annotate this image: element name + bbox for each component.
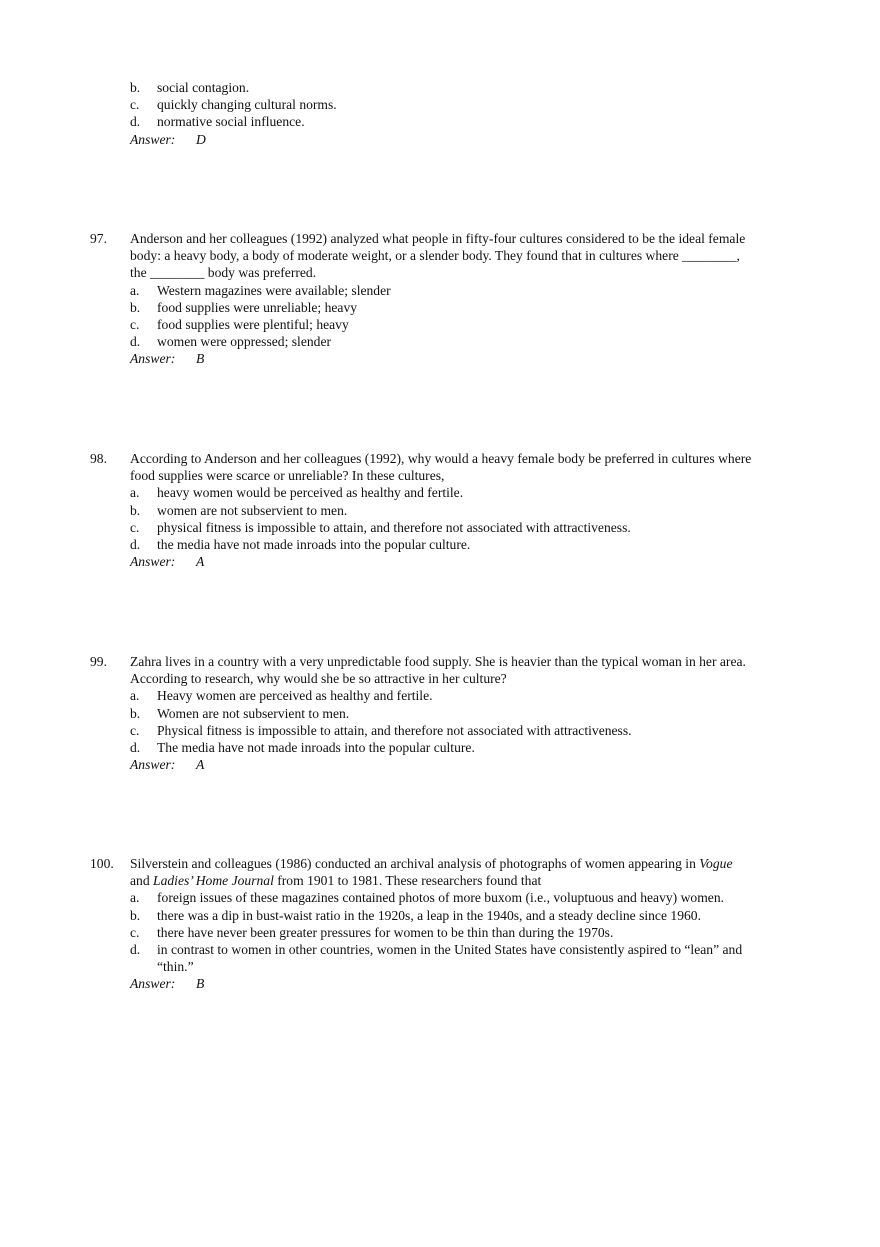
answer-label: Answer: [130, 757, 176, 773]
option-text: food supplies were plentiful; heavy [157, 317, 349, 333]
option-b [90, 79, 800, 96]
question-stem [90, 653, 800, 687]
option-b [90, 502, 800, 519]
option-b [90, 705, 800, 722]
stem-line: Anderson and her colleagues (1992) analyzed what people in fifty-four cultures considered to be the ideal female [130, 231, 746, 246]
stem-text: and [130, 873, 154, 889]
option-text: the media have not made inroads into the popular culture. [157, 537, 471, 553]
option-c [90, 924, 800, 941]
option-text: there was a dip in bust-waist ratio in the 1920s, a leap in the 1940s, and a steady decline since 1960. [157, 907, 701, 923]
answer-line [90, 350, 800, 367]
option-text: quickly changing cultural norms. [157, 97, 337, 113]
option-d [90, 113, 800, 130]
option-text: women were oppressed; slender [157, 334, 332, 350]
option-letter: d. [130, 114, 141, 130]
option-letter: b. [130, 705, 141, 721]
option-text: The media have not made inroads into the popular culture. [157, 740, 475, 756]
answer-value: D [196, 131, 206, 147]
option-text: foreign issues of these magazines contained photos of more buxom (i.e., voluptuous and heavy) women. [157, 890, 725, 906]
option-letter: d. [130, 942, 141, 958]
option-letter: c. [130, 722, 140, 738]
option-d [90, 941, 800, 975]
option-a [90, 282, 800, 299]
stem-line: the ________ body was preferred. [130, 265, 317, 281]
answer-line [90, 553, 800, 570]
option-d [90, 739, 800, 756]
option-b [90, 299, 800, 316]
option-letter: a. [130, 485, 140, 501]
answer-value: A [196, 757, 205, 773]
option-c [90, 316, 800, 333]
option-d [90, 536, 800, 553]
answer-label: Answer: [130, 351, 176, 367]
answer-value: B [196, 351, 205, 367]
option-letter: b. [130, 80, 141, 95]
answer-label: Answer: [130, 554, 176, 570]
question-number: 100. [90, 856, 114, 871]
option-a [90, 484, 800, 501]
option-text: there have never been greater pressures for women to be thin than during the 1970s. [157, 924, 614, 940]
question-stem [90, 855, 800, 889]
option-text: social contagion. [157, 80, 250, 95]
option-text: heavy women would be perceived as healthy and fertile. [157, 485, 464, 501]
option-letter: b. [130, 299, 141, 315]
option-text: Western magazines were available; slender [157, 282, 391, 298]
option-text: women are not subservient to men. [157, 502, 348, 518]
option-letter: a. [130, 890, 140, 906]
stem-line: According to research, why would she be so attractive in her culture? [130, 671, 507, 687]
question-number: 97. [90, 231, 107, 246]
question-stem [90, 450, 800, 484]
option-letter: d. [130, 740, 141, 756]
option-letter: d. [130, 537, 141, 553]
option-text: in contrast to women in other countries, women in the United States have consistently aspired to “lean” and [157, 942, 743, 958]
option-a [90, 889, 800, 906]
question-99 [90, 653, 800, 773]
magazine-title: Ladies’ Home Journal [153, 873, 274, 889]
answer-value: B [196, 976, 205, 992]
option-text: food supplies were unreliable; heavy [157, 299, 358, 315]
question-number: 99. [90, 654, 107, 669]
option-letter: a. [130, 282, 140, 298]
question-100 [90, 855, 800, 993]
stem-line: body: a heavy body, a body of moderate weight, or a slender body. They found that in cultures where ________, [130, 248, 740, 264]
option-letter: a. [130, 688, 140, 704]
stem-line: According to Anderson and her colleagues (1992), why would a heavy female body be preferred in cultures where [130, 451, 752, 466]
option-text: Physical fitness is impossible to attain, and therefore not associated with attractiveness. [157, 722, 632, 738]
option-letter: c. [130, 97, 140, 113]
question-98 [90, 450, 800, 570]
option-text: Women are not subservient to men. [157, 705, 350, 721]
option-text: Heavy women are perceived as healthy and fertile. [157, 688, 433, 704]
stem-line: food supplies were scarce or unreliable? In these cultures, [130, 468, 445, 484]
option-b [90, 907, 800, 924]
option-a [90, 687, 800, 704]
stem-text: Silverstein and colleagues (1986) conducted an archival analysis of photographs of women appearing in [130, 856, 700, 871]
stem-line: Zahra lives in a country with a very unpredictable food supply. She is heavier than the typical woman in her area. [130, 654, 746, 669]
question-stem [90, 230, 800, 282]
option-c [90, 722, 800, 739]
question-number: 98. [90, 451, 107, 466]
answer-label: Answer: [130, 976, 176, 992]
stem-line [130, 872, 800, 889]
question-96-continued [90, 79, 800, 148]
answer-value: A [196, 554, 205, 570]
option-d [90, 333, 800, 350]
option-text: normative social influence. [157, 114, 305, 130]
option-c [90, 96, 800, 113]
option-letter: c. [130, 924, 140, 940]
magazine-title: Vogue [699, 856, 733, 871]
stem-line [130, 855, 800, 872]
option-text: physical fitness is impossible to attain, and therefore not associated with attractiveness. [157, 519, 631, 535]
option-text-continued: “thin.” [157, 959, 194, 975]
answer-label: Answer: [130, 131, 176, 147]
option-c [90, 519, 800, 536]
option-letter: c. [130, 317, 140, 333]
option-letter: b. [130, 502, 141, 518]
answer-line [90, 975, 800, 992]
option-letter: d. [130, 334, 141, 350]
option-letter: c. [130, 519, 140, 535]
option-letter: b. [130, 907, 141, 923]
answer-line [90, 131, 800, 148]
stem-text: from 1901 to 1981. These researchers found that [273, 873, 542, 889]
question-97 [90, 230, 800, 368]
answer-line [90, 756, 800, 773]
